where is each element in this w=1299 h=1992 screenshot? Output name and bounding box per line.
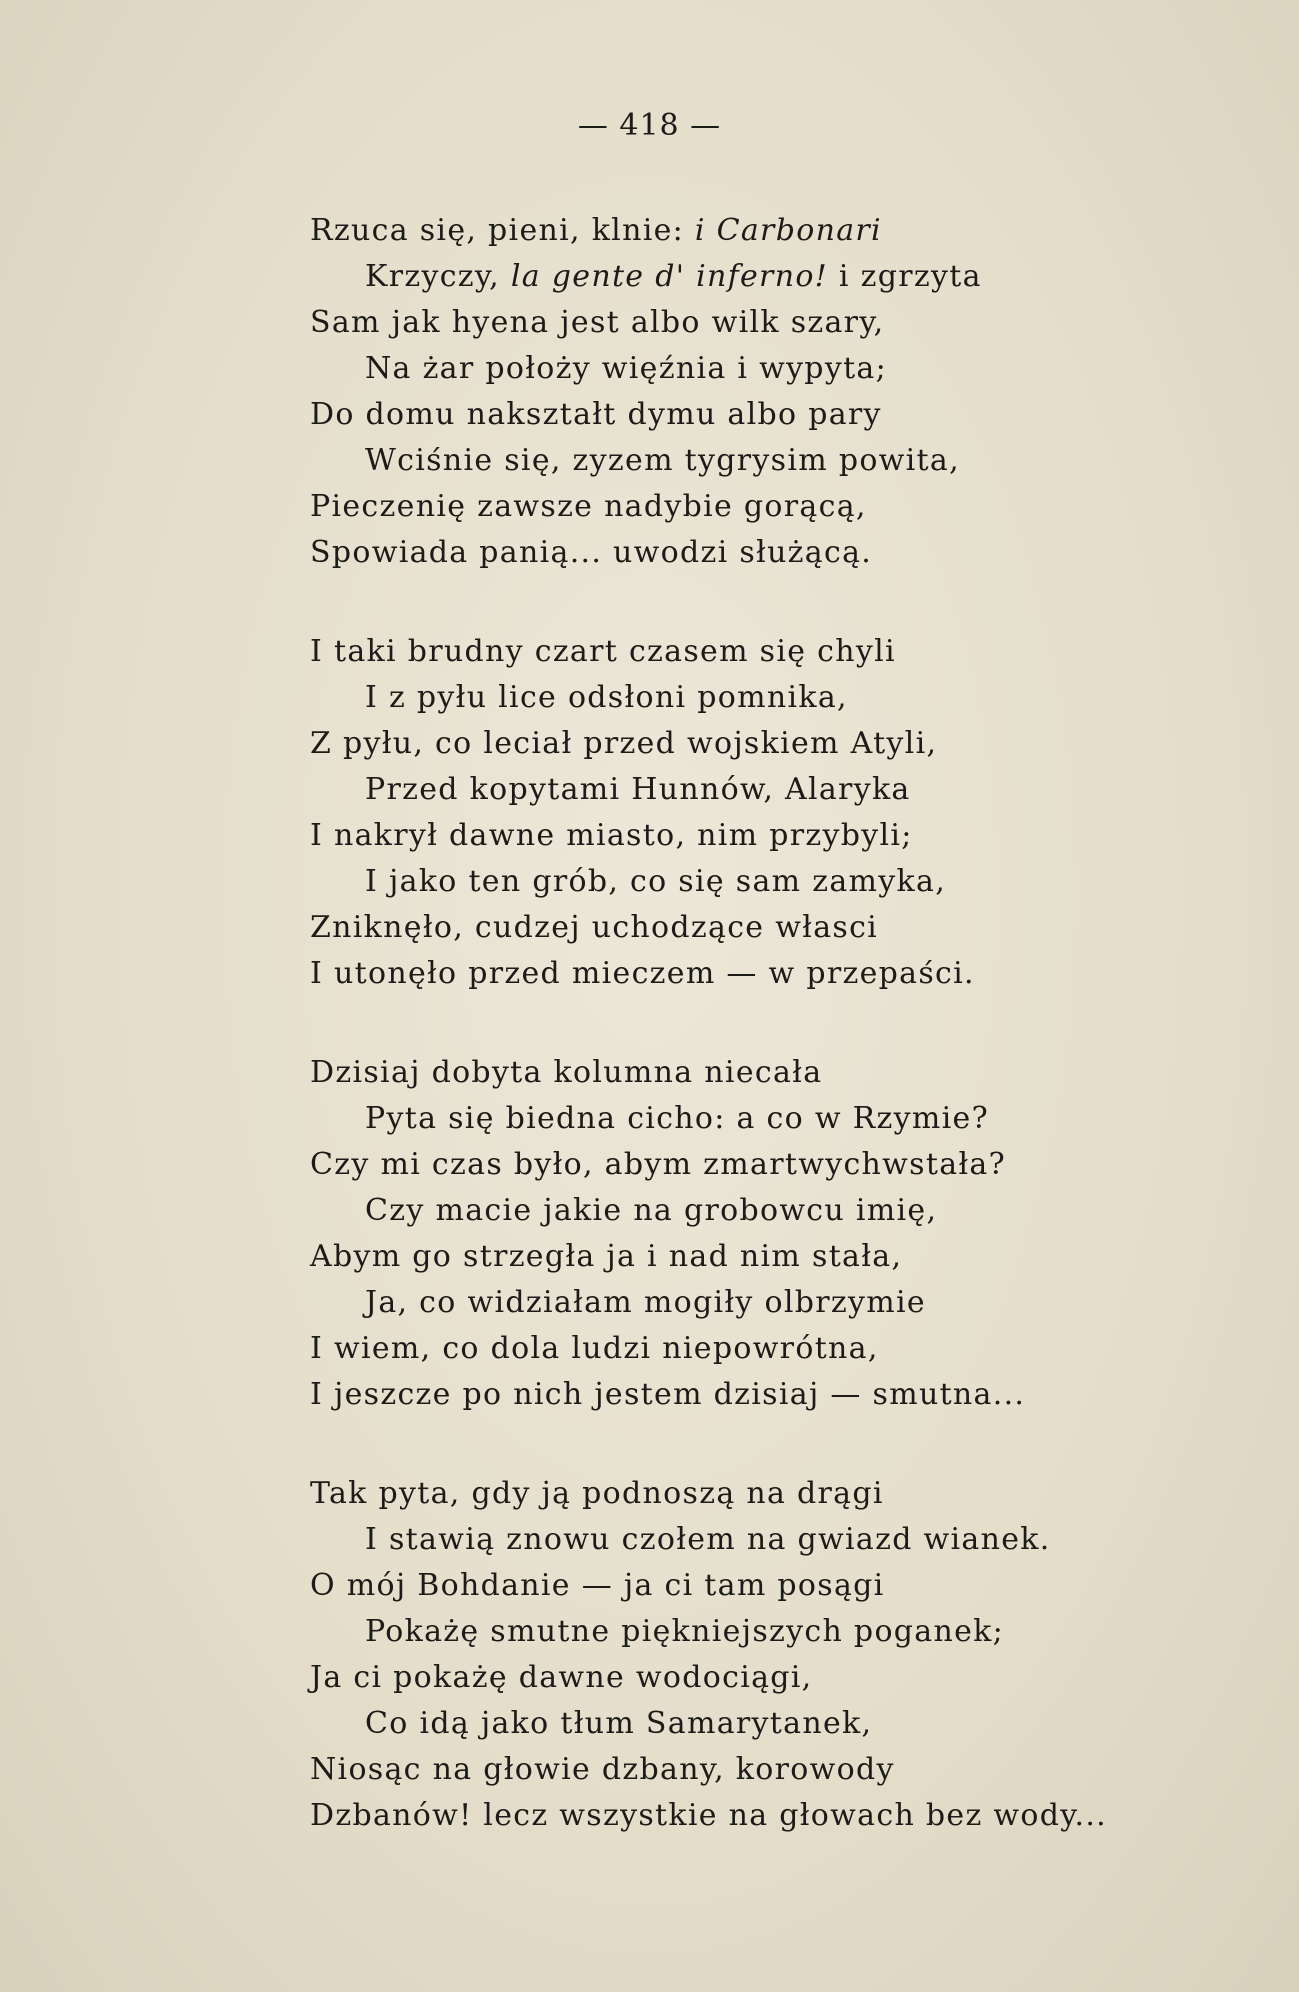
verse-line: I utonęło przed mieczem — w przepaści.	[310, 956, 975, 991]
verse-line: Dzisiaj dobyta kolumna niecała	[310, 1055, 823, 1090]
verse-line: Ja, co widziałam mogiły olbrzymie	[365, 1285, 926, 1320]
verse-line: Tak pyta, gdy ją podnoszą na drągi	[310, 1476, 884, 1511]
verse-line: I taki brudny czart czasem się chyli	[310, 634, 896, 669]
verse-line: Wciśnie się, zyzem tygrysim powita,	[365, 443, 960, 478]
stanza	[310, 1050, 1210, 1418]
verse-line: Do domu nakształt dymu albo pary	[310, 397, 882, 432]
verse-line: I nakrył dawne miasto, nim przybyli;	[310, 818, 913, 853]
verse-line: I stawią znowu czołem na gwiazd wianek.	[365, 1522, 1051, 1557]
verse-line: Spowiada panią... uwodzi służącą.	[310, 535, 873, 570]
verse-line: Pyta się biedna cicho: a co w Rzymie?	[365, 1101, 989, 1136]
verse-line: I z pyłu lice odsłoni pomnika,	[365, 680, 848, 715]
verse-line: I jeszcze po nich jestem dzisiaj — smutna...	[310, 1377, 1026, 1412]
verse-line: Niosąc na głowie dzbany, korowody	[310, 1752, 895, 1787]
verse-line: Co idą jako tłum Samarytanek,	[365, 1706, 873, 1741]
verse-line: Czy mi czas było, abym zmartwychwstała?	[310, 1147, 1006, 1182]
stanza	[310, 1471, 1210, 1839]
verse-line: Przed kopytami Hunnów, Alaryka	[365, 772, 911, 807]
stanza	[310, 629, 1210, 997]
verse-line: O mój Bohdanie — ja ci tam posągi	[310, 1568, 885, 1603]
verse-line: Na żar położy więźnia i wypyta;	[365, 351, 888, 386]
verse-line: Pieczenię zawsze nadybie gorącą,	[310, 489, 867, 524]
verse-line: Z pyłu, co leciał przed wojskiem Atyli,	[310, 726, 938, 761]
verse-line: Czy macie jakie na grobowcu imię,	[365, 1193, 938, 1228]
verse-line: I wiem, co dola ludzi niepowrótna,	[310, 1331, 879, 1366]
verse-line: Dzbanów! lecz wszystkie na głowach bez wody...	[310, 1798, 1108, 1833]
stanza	[310, 208, 1210, 576]
verse-line: Krzyczy, la gente d' inferno! i zgrzyta	[365, 259, 982, 294]
verse-line: Rzuca się, pieni, klnie: i Carbonari	[310, 213, 882, 248]
page-number: — 418 —	[577, 108, 722, 143]
verse-line: I jako ten grób, co się sam zamyka,	[365, 864, 947, 899]
verse-line: Sam jak hyena jest albo wilk szary,	[310, 305, 885, 340]
verse-line: Abym go strzegła ja i nad nim stała,	[310, 1239, 903, 1274]
poem	[310, 208, 1210, 1892]
verse-line: Ja ci pokażę dawne wodociągi,	[310, 1660, 813, 1695]
verse-line: Pokażę smutne piękniejszych poganek;	[365, 1614, 1005, 1649]
verse-line: Zniknęło, cudzej uchodzące własci	[310, 910, 879, 945]
